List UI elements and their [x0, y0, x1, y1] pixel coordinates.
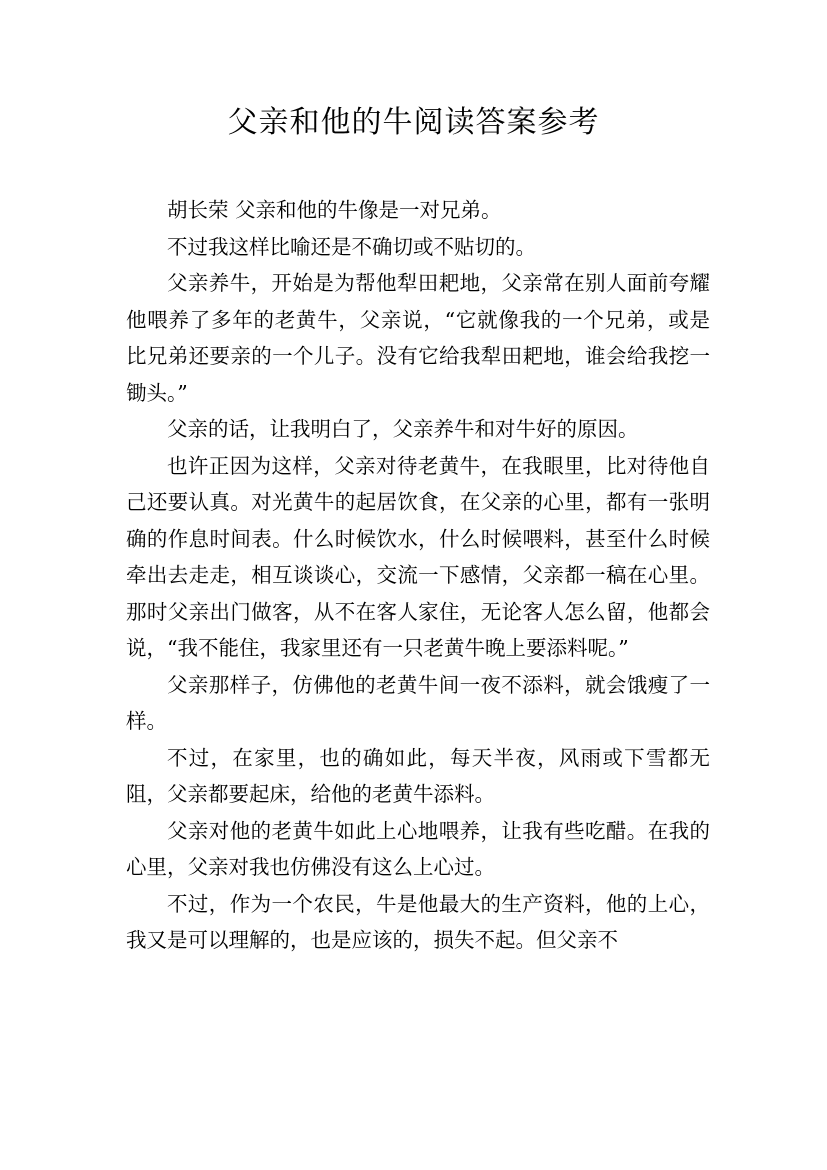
document-title: 父亲和他的牛阅读答案参考 [227, 105, 600, 140]
paragraph: 父亲养牛，开始是为帮他犁田耙地，父亲常在别人面前夸耀他喂养了多年的老黄牛，父亲说，“它就像我的一个兄弟，或是比兄弟还要亲的一个儿子。没有它给我犁田耙地，谁会给我挖一锄头。” [126, 271, 710, 405]
paragraph: 不过，在家里，也的确如此，每天半夜，风雨或下雪都无阻，父亲都要起床，给他的老黄牛添料。 [126, 745, 710, 806]
paragraph: 胡长荣 父亲和他的牛像是一对兄弟。 [167, 198, 502, 222]
paragraph: 父亲对他的老黄牛如此上心地喂养，让我有些吃醋。在我的心里，父亲对我也仿佛没有这么上心过。 [126, 818, 710, 879]
paragraph: 也许正因为这样，父亲对待老黄牛，在我眼里，比对待他自己还要认真。对光黄牛的起居饮食，在父亲的心里，都有一张明确的作息时间表。什么时候饮水，什么时候喂料，甚至什么时候牵出去走走，相互谈谈心，交流一下感情，父亲都一稿在心里。那时父亲出门做客，从不在客人家住，无论客人怎么留，他都会说，“我不能住，我家里还有一只老黄牛晚上要添料呢。” [126, 453, 710, 660]
paragraph: 不过我这样比喻还是不确切或不贴切的。 [167, 234, 536, 259]
paragraph: 父亲那样子，仿佛他的老黄牛间一夜不添料，就会饿瘦了一样。 [126, 672, 710, 733]
document-body [126, 192, 710, 959]
paragraph: 不过，作为一个农民，牛是他最大的生产资料，他的上心，我又是可以理解的，也是应该的，损失不起。但父亲不 [126, 891, 710, 952]
paragraph: 父亲的话，让我明白了，父亲养牛和对牛好的原因。 [167, 417, 639, 441]
